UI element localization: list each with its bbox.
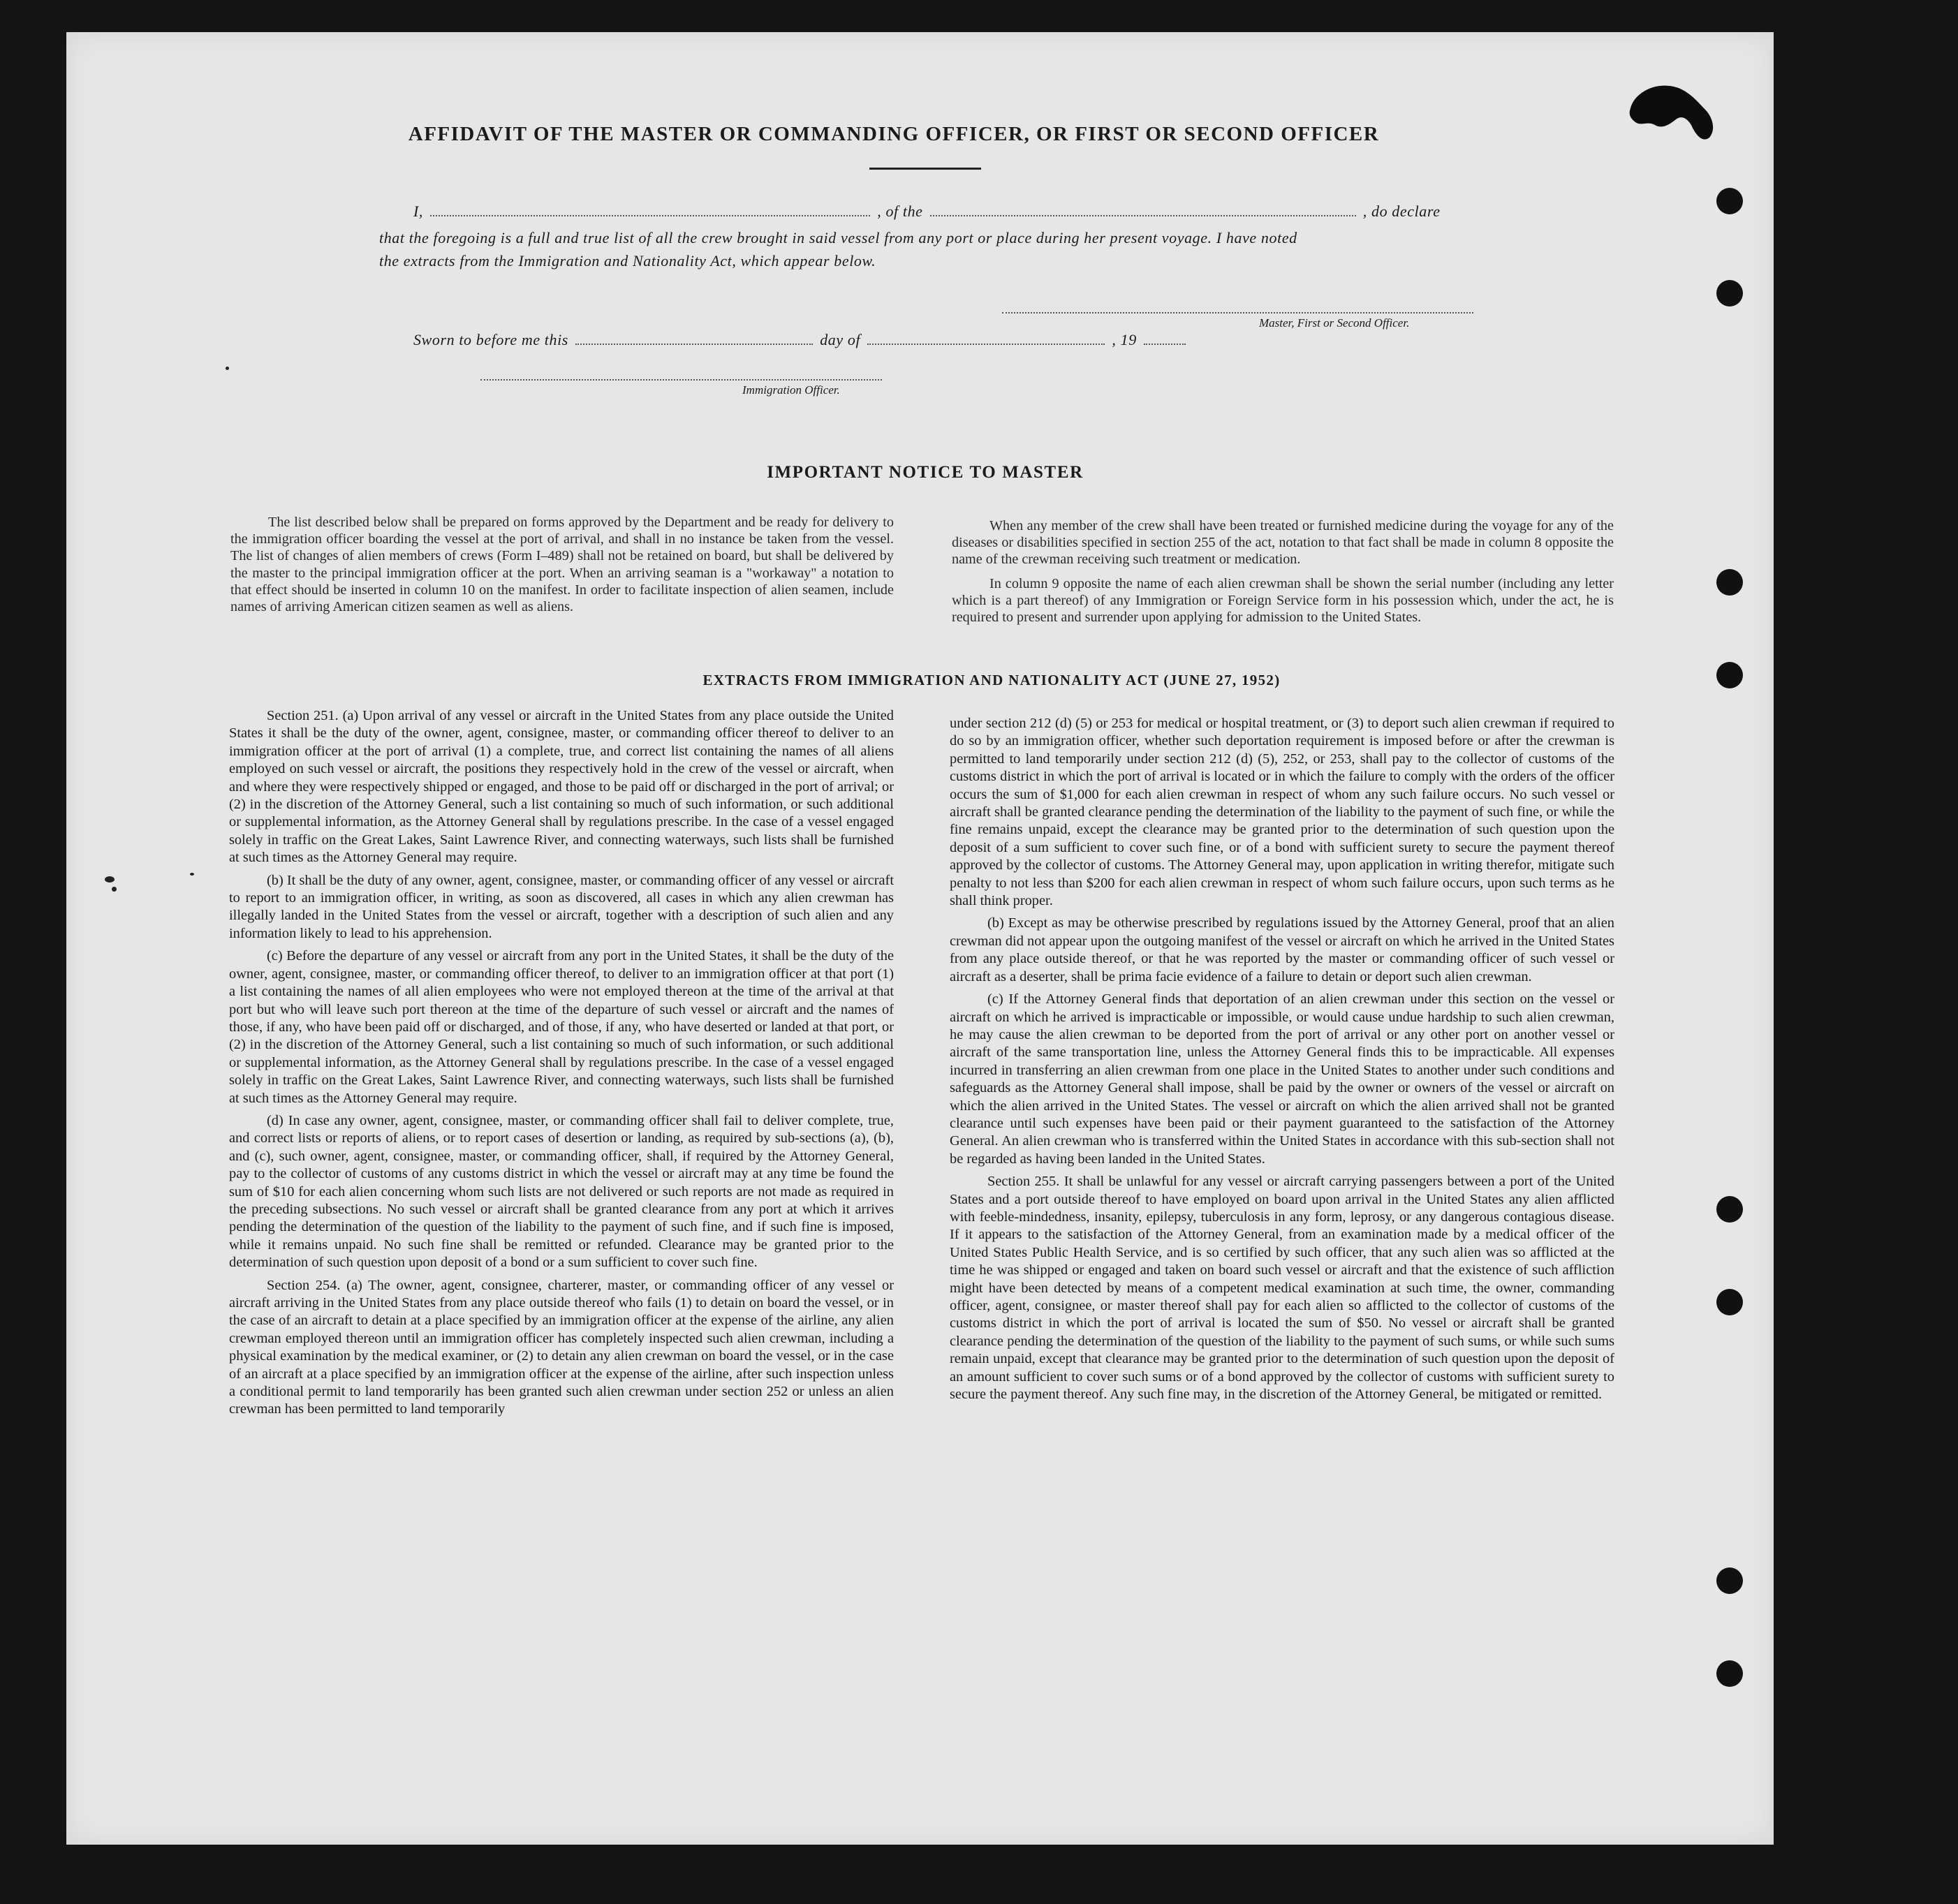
declarant-name-field[interactable] (430, 202, 870, 216)
extracts-right-column (950, 715, 1614, 1408)
sworn-month-field[interactable] (867, 331, 1105, 345)
sworn-text: Sworn to before me this (413, 331, 568, 348)
affidavit-line-1 (413, 202, 1441, 221)
master-signature-caption: Master, First or Second Officer. (1259, 316, 1410, 330)
master-signature-line[interactable] (1002, 312, 1473, 313)
statute-paragraph: (b) It shall be the duty of any owner, agent, consignee, master, or commanding officer of any vessel or aircraft to report to an immigration officer, in writing, as soon as discovered, all cases in which any alien crewman has illegally landed in the United States from the vessel or aircraft, together with a description of such alien and any information likely to lead to his apprehension. (229, 872, 894, 941)
day-of-text: day of (820, 331, 861, 348)
affidavit-title: AFFIDAVIT OF THE MASTER OR COMMANDING OFFICER, OR FIRST OR SECOND OFFICER (408, 123, 1380, 145)
speck (190, 873, 194, 876)
year-prefix: , 19 (1112, 331, 1137, 348)
affidavit-line-2: that the foregoing is a full and true list of all the crew brought in said vessel from any port or place during her present voyage. I have noted (379, 229, 1297, 246)
title-underline (869, 168, 981, 170)
statute-paragraph: Section 254. (a) The owner, agent, consignee, charterer, master, or commanding officer of any vessel or aircraft arriving in the United States from any place outside thereof who fails (1) to detain on board the vessel, or in the case of an aircraft to detain at a place specified by an immigration officer at the expense of the airline, any alien crewman employed thereon until an immigration officer has completely inspected such alien crewman, including a physical examination by the medical examiner, or (2) to detain any alien crewman on board the vessel, or in the case of an aircraft at a place specified by an immigration officer at the expense of the airline, after such inspection unless a conditional permit to land temporarily has been granted such alien crewman under section 252 or unless an alien crewman has been permitted to land temporarily (229, 1277, 894, 1417)
binder-hole (1716, 569, 1743, 596)
immigration-officer-caption: Immigration Officer. (742, 383, 840, 397)
statute-paragraph: under section 212 (d) (5) or 253 for medical or hospital treatment, or (3) to deport such alien crewman if required to do so by an immigration officer, whether such deportation requirement is imposed before or after the crewman is permitted to land temporarily under section 212 (d) (5), 252, or 253, shall pay to the collector of customs of the customs district in which the port of arrival is located or in which the failure to comply with the orders of the officer occurs the sum of $1,000 for each alien crewman in respect of whom any such failure occurs. No such vessel or aircraft shall be granted clearance pending the determination of the liability to the payment of such fine, or while the fine remains unpaid, except the clearance may be granted prior to the determination of such question upon the deposit of a sum sufficient to cover such fine, or of a bond with sufficient surety to secure the payment thereof approved by the collector of customs. The Attorney General may, upon application in writing therefor, mitigate such penalty to not less than $200 for each alien crewman in respect of whom such failure occurs, upon such terms as he shall think proper. (950, 716, 1614, 909)
statute-paragraph: (c) Before the departure of any vessel or aircraft from any port in the United States, it shall be the duty of the owner, agent, consignee, master, or commanding officer thereof, to deliver to an immigration officer at that port (1) a list containing the names of all alien employees who were not employed thereon at the time of the arrival at that port but who will leave such port thereon at the time of the departure of such vessel or aircraft and the names of those, if any, who have been paid off or discharged, and of those, if any, who have deserted or landed at that port, or (2) in the discretion of the Attorney General, such a list containing so much of such information, or such additional or supplemental information, as the Attorney General shall by regulations prescribe. In the case of a vessel engaged solely in traffic on the Great Lakes, Saint Lawrence River, and connecting waterways, such lists shall be furnished at such times as the Attorney General may require. (229, 948, 894, 1106)
notice-left-column (230, 514, 894, 622)
extracts-left-column (229, 707, 894, 1424)
statute-paragraph: (d) In case any owner, agent, consignee, master, or commanding officer shall fail to deliver complete, true, and correct lists or reports of aliens, or to report cases of desertion or landing, as required by sub-sections (a), (b), and (c), such owner, agent, consignee, master, or commanding officer, shall, if required by the Attorney General, pay to the collector of customs of any customs district in which the vessel or aircraft may at any time be found the sum of $10 for each alien concerning whom such lists are not delivered or such reports are not made as required in the preceding subsections. No such vessel or aircraft shall be granted clearance from any port at which it arrives pending the determination of the question of the liability to the payment of such fine, and if such fine is imposed, while it remains unpaid. No such fine shall be remitted or refunded. Clearance may be granted prior to the determination of such question upon deposit of a bond or a sum sufficient to cover such fine. (229, 1112, 894, 1271)
ink-blot (1627, 80, 1718, 143)
binder-hole (1716, 280, 1743, 307)
binder-hole (1716, 1289, 1743, 1315)
notice-paragraph: When any member of the crew shall have been treated or furnished medicine during the voyage for any of the diseases or disabilities specified in section 255 of the act, notation to that fact shall be made in column 8 opposite the name of the crewman receiving such treatment or medication. (952, 518, 1614, 568)
binder-hole (1716, 1196, 1743, 1223)
statute-paragraph: (b) Except as may be otherwise prescribed by regulations issued by the Attorney General, proof that an alien crewman did not appear upon the outgoing manifest of the vessel or aircraft on which he arrived in the United States from any place outside thereof, or that he was reported by the master or commanding officer of such vessel or aircraft as a deserter, shall be prima facie evidence of a failure to detain or deport such alien crewman. (950, 915, 1614, 984)
extracts-title: EXTRACTS FROM IMMIGRATION AND NATIONALITY ACT (JUNE 27, 1952) (702, 672, 1281, 688)
immigration-officer-signature-line[interactable] (480, 379, 882, 381)
notice-paragraph: In column 9 opposite the name of each alien crewman shall be shown the serial number (including any letter which is a part thereof) of any Immigration or Foreign Service form in his possession which, under the act, he is required to present and surrender upon applying for admission to the United States. (952, 575, 1614, 626)
statute-paragraph: Section 251. (a) Upon arrival of any vessel or aircraft in the United States from any place outside the United States it shall be the duty of the owner, agent, consignee, master, or commanding officer thereof to deliver to an immigration officer at the port of arrival (1) a complete, true, and correct list containing the names of all aliens employed on such vessel or aircraft, the positions they respectively hold in the crew of the vessel or aircraft, when and where they were respectively shipped or engaged, and those to be paid off or discharged in the port of arrival; or (2) in the discretion of the Attorney General, such a list containing so much of such information, or such additional or supplemental information, as the Attorney General shall by regulations prescribe. In the case of a vessel engaged solely in traffic on the Great Lakes, Saint Lawrence River, and connecting waterways, such lists shall be furnished at such times as the Attorney General may require. (229, 708, 894, 866)
affidavit-line-3: the extracts from the Immigration and Nationality Act, which appear below. (379, 252, 876, 270)
of-the-text: , of the (877, 202, 923, 220)
statute-paragraph: Section 255. It shall be unlawful for any vessel or aircraft carrying passengers between a port of the United States and a port outside thereof to have employed on board upon arrival in the United States any alien afflicted with feeble-mindedness, insanity, epilepsy, tuberculosis in any form, leprosy, or any dangerous contagious disease. If it appears to the satisfaction of the Attorney General, from an examination made by a medical officer of the United States Public Health Service, and is so certified by such officer, that any such alien was so afflicted at the time he was shipped or engaged and taken on board such vessel or aircraft and that the existence of such affliction might have been detected by means of a competent medical examination at such time, the owner, commanding officer, agent, consignee, or master thereof shall pay for each alien so afflicted to the collector of customs of the customs district in which the port of arrival is located the sum of $50. No vessel or aircraft shall be granted clearance pending the determination of the question of the liability to the payment of such sums, or while such sums remain unpaid, except that clearance may be granted prior to the determination of such question upon the deposit of an amount sufficient to cover such sums or of a bond approved by the collector of customs with sufficient surety to secure the payment thereof. Any such fine may, in the discretion of the Attorney General, be mitigated or remitted. (950, 1174, 1614, 1403)
speck (105, 876, 115, 883)
statute-paragraph: (c) If the Attorney General finds that deportation of an alien crewman under this section on the vessel or aircraft on which he arrived is impracticable or impossible, or would cause undue hardship to such alien crewman, he may cause the alien crewman to be deported from the port of arrival or any other port on another vessel or aircraft of the same transportation line, unless the Attorney General finds this to be impracticable. All expenses incurred in transferring an alien crewman from one place in the United States to another under such conditions and safeguards as the Attorney General shall impose, shall be paid by the owner or owners of the vessel or aircraft on which the alien arrived in the United States. The vessel or aircraft on which the alien arrived shall not be granted clearance until such expenses have been paid or their payment guaranteed to the satisfaction of the Attorney General. An alien crewman who is transferred within the United States in accordance with this sub-section shall not be regarded as having been landed in the United States. (950, 991, 1614, 1167)
binder-hole (1716, 662, 1743, 688)
speck (112, 887, 117, 892)
sworn-year-field[interactable] (1144, 331, 1186, 345)
do-declare-text: , do declare (1362, 202, 1441, 220)
binder-hole (1716, 188, 1743, 214)
notice-title: IMPORTANT NOTICE TO MASTER (767, 463, 1084, 482)
binder-hole (1716, 1660, 1743, 1687)
declarant-prefix: I, (413, 202, 424, 220)
binder-hole (1716, 1567, 1743, 1594)
sworn-line (413, 331, 1188, 349)
sworn-day-field[interactable] (575, 331, 813, 345)
notice-paragraph: The list described below shall be prepared on forms approved by the Department and be ready for delivery to the immigration officer boarding the vessel at the port of arrival, and shall in no instance be taken from the vessel. The list of changes of alien members of crews (Form I–489) shall not be retained on board, but shall be delivered by the master to the principal immigration officer at the port. When an arriving seaman is a "workaway" a notation to that effect should be inserted in column 10 on the manifest. In order to facilitate inspection of alien seamen, include names of arriving American citizen seamen as well as aliens. (230, 515, 894, 615)
vessel-name-field[interactable] (930, 202, 1356, 216)
speck (226, 367, 229, 370)
notice-right-column (952, 517, 1614, 633)
